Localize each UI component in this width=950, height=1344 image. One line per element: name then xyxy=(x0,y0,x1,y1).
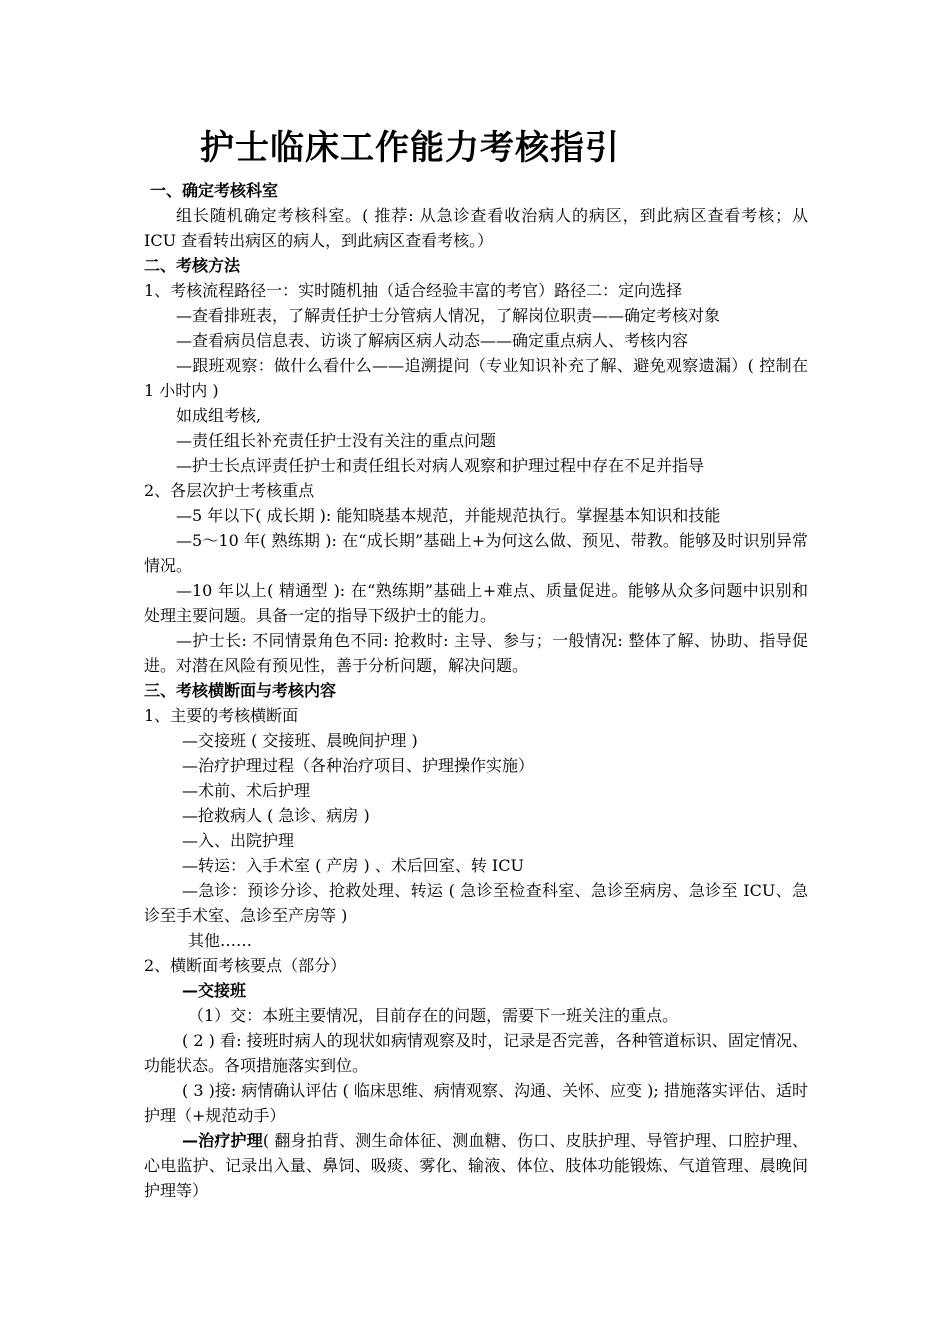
group-intro: 如成组考核, xyxy=(176,406,262,425)
level-item-4: —护士长: 不同情景角色不同: 抢救时: 主导、参与；一般情况: 整体了解、协助、指导促进。对潜在风险有预见性，善于分析问题，解决问题。 xyxy=(144,631,808,675)
group-item-1: —责任组长补充责任护士没有关注的重点问题 xyxy=(176,431,497,450)
treatment-label: —治疗护理 xyxy=(182,1131,263,1150)
handover-point-2: ( 2 ) 看: 接班时病人的现状如病情观察及时，记录是否完善，各种管道标识、固定情况、功能状态。各项措施落实到位。 xyxy=(144,1031,808,1075)
section-2-subheading-2: 2、各层次护士考核重点 xyxy=(144,481,315,500)
group-item-2: —护士长点评责任护士和责任组长对病人观察和护理过程中存在不足并指导 xyxy=(176,456,705,475)
document-page xyxy=(144,118,808,1203)
method-item-2: —查看病员信息表、访谈了解病区病人动态——确定重点病人、考核内容 xyxy=(176,331,689,350)
cross-section-item: —术前、术后护理 xyxy=(182,781,311,800)
others-item: 其他…… xyxy=(188,931,253,950)
cross-section-item: —转运：入手术室 ( 产房 ) 、术后回室、转 ICU xyxy=(182,856,524,875)
cross-section-item: —抢救病人 ( 急诊、病房 ) xyxy=(182,806,370,825)
section-2-heading: 二、考核方法 xyxy=(144,256,241,275)
cross-section-item: —交接班 ( 交接班、晨晚间护理 ) xyxy=(182,731,418,750)
level-item-1: —5 年以下( 成长期 ): 能知晓基本规范，并能规范执行。掌握基本知识和技能 xyxy=(176,506,721,525)
level-item-3: —10 年以上( 精通型 ): 在“熟练期”基础上+难点、质量促进。能够从众多问题中识别和处理主要问题。具备一定的指导下级护士的能力。 xyxy=(144,581,808,625)
handover-label: —交接班 xyxy=(182,981,247,1000)
cross-section-item: —入、出院护理 xyxy=(182,831,295,850)
page-title: 护士临床工作能力考核指引 xyxy=(200,128,620,168)
section-2-subheading-1: 1、考核流程路径一：实时随机抽（适合经验丰富的考官）路径二：定向选择 xyxy=(144,281,683,300)
emergency-item: —急诊：预诊分诊、抢救处理、转运 ( 急诊至检查科室、急诊至病房、急诊至 ICU、急诊至手术室、急诊至产房等 ) xyxy=(144,881,808,925)
section-1-heading: 一、确定考核科室 xyxy=(150,181,279,200)
cross-section-item: —治疗护理过程（各种治疗项目、护理操作实施） xyxy=(182,756,535,775)
level-item-2: —5～10 年( 熟练期 ): 在“成长期”基础上+为何这么做、预见、带教。能够及时识别异常情况。 xyxy=(144,531,808,575)
treatment-paragraph xyxy=(144,1128,808,1203)
section-3-subheading-2: 2、横断面考核要点（部分） xyxy=(144,956,347,975)
handover-point-1: （1）交：本班主要情况，目前存在的问题，需要下一班关注的重点。 xyxy=(188,1006,679,1025)
method-item-1: —查看排班表，了解责任护士分管病人情况，了解岗位职责——确定考核对象 xyxy=(176,306,721,325)
method-item-3: —跟班观察：做什么看什么——追溯提问（专业知识补充了解、避免观察遗漏）( 控制在 1 小时内 ) xyxy=(144,356,808,400)
section-3-subheading-1: 1、主要的考核横断面 xyxy=(144,706,299,725)
section-1-paragraph: 组长随机确定考核科室。( 推荐: 从急诊查看收治病人的病区，到此病区查看考核；从 ICU 查看转出病区的病人，到此病区查看考核。） xyxy=(144,206,808,250)
treatment-text: ( 翻身拍背、测生命体征、测血糖、伤口、皮肤护理、导管护理、口腔护理、心电监护、记录出入量、鼻饲、吸痰、雾化、输液、体位、肢体功能锻炼、气道管理、晨晚间护理等） xyxy=(144,1131,808,1200)
handover-point-3: ( 3 )接: 病情确认评估 ( 临床思维、病情观察、沟通、关怀、应变 ); 措施落实评估、适时护理（+规范动手） xyxy=(144,1081,808,1125)
section-3-heading: 三、考核横断面与考核内容 xyxy=(144,681,337,700)
